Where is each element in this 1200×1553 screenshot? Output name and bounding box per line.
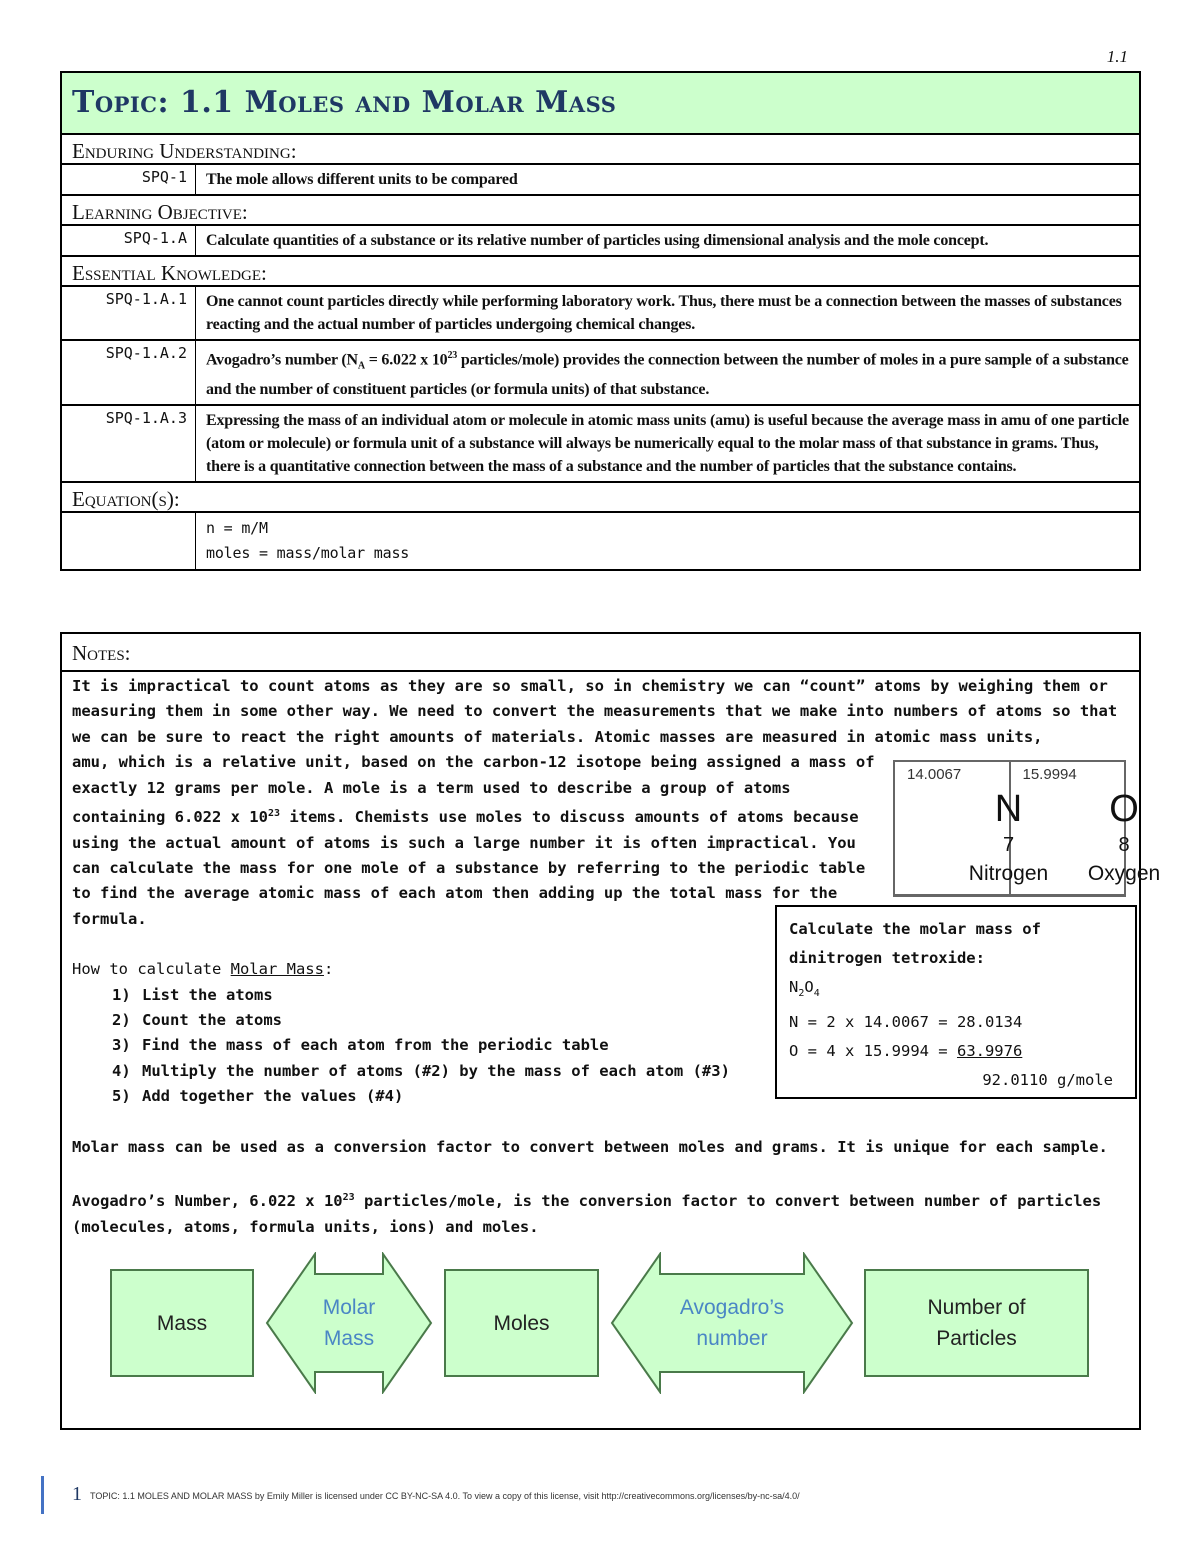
example-total: 92.0110 g/mole	[982, 1071, 1113, 1090]
list-item: 5) Add together the values (#4)	[112, 1087, 404, 1106]
list-item: 2) Count the atoms	[112, 1011, 282, 1030]
license-text: TOPIC: 1.1 MOLES AND MOLAR MASS by Emily Miller is licensed under CC BY-NC-SA 4.0. To view a copy of this license, visit http://creativecommons.org/licenses/by-nc-sa/4.0/	[90, 1491, 800, 1501]
element-cell-nitrogen	[895, 762, 1049, 894]
mass-box: Mass	[110, 1269, 254, 1377]
howto-heading: How to calculate Molar Mass:	[72, 960, 334, 979]
molar-mass-paragraph: Molar mass can be used as a conversion factor to convert between moles and grams. It is unique for each sample.	[72, 1137, 1108, 1156]
topic-title: Topic: 1.1 Moles and Molar Mass	[62, 73, 1139, 135]
avogadro-label: Avogadro’s number	[679, 1296, 785, 1350]
atomic-number: 8	[1118, 834, 1130, 856]
element-symbol: O	[1109, 788, 1139, 830]
molar-mass-example	[775, 905, 1137, 1099]
topic-table	[60, 71, 1141, 571]
knowledge-code: SPQ-1.A.1	[62, 287, 196, 339]
enduring-code: SPQ-1	[62, 165, 196, 194]
objective-text: Calculate quantities of a substance or its relative number of particles using dimensional analysis and the mole concept.	[206, 232, 989, 249]
example-n-calc: N = 2 x 14.0067 = 28.0134	[789, 1013, 1023, 1032]
example-prompt: dinitrogen tetroxide:	[789, 949, 985, 967]
knowledge-row	[62, 406, 1139, 483]
list-item: 4) Multiply the number of atoms (#2) by the mass of each atom (#3)	[112, 1061, 730, 1080]
equations-text	[196, 513, 1139, 569]
atomic-mass: 15.9994	[1022, 766, 1077, 783]
equations-code	[62, 513, 196, 569]
knowledge-text: Expressing the mass of an individual atom or molecule in atomic mass units (amu) is useful because the average mass in amu of one particle (atom or molecule) or formula unit of a substance will always be numerically equal to the molar mass of that substance in grams. Thus, there is a quantitative connection between the mass of a substance and the number of particles that the substance contains.	[206, 411, 1129, 475]
atomic-number: 7	[1002, 834, 1015, 856]
notes-paragraph: It is impractical to count atoms as they are so small, so in chemistry we can “count” atoms by weighing them or measuring them in some other way. We need to convert the measurements that we make into numbers of atoms so that we can be sure to react the right amounts of materials. Atomic masses are measured in atomic mass units,	[72, 677, 1118, 746]
enduring-heading: Enduring Understanding:	[62, 135, 1139, 165]
element-name: Oxygen	[1087, 862, 1161, 885]
molar-mass-label: Molar Mass	[322, 1296, 376, 1350]
periodic-table-snippet	[893, 760, 1161, 897]
example-prompt: Calculate the molar mass of	[789, 920, 1041, 938]
example-formula: $N_2O_4$	[789, 978, 820, 1000]
objective-row	[62, 226, 1139, 257]
objective-code: SPQ-1.A	[62, 226, 196, 255]
footer-accent-bar	[41, 1476, 44, 1514]
footer-page-number: 1	[72, 1483, 82, 1505]
knowledge-text: Avogadro’s number ($N_A = 6.022$ x $10^{23}$ particles/mole) provides the connection between the number of moles in a pure sample of a substance and the number of constituent particles (or formula units) of that substance.	[206, 350, 1129, 398]
equations-row	[62, 513, 1139, 569]
page-number: 1.1	[1106, 47, 1128, 66]
example-o-calc: O = 4 x 15.9994 = 63.9976	[789, 1042, 1023, 1061]
moles-box: Moles	[444, 1269, 599, 1377]
enduring-row	[62, 165, 1139, 196]
knowledge-code: SPQ-1.A.3	[62, 406, 196, 481]
knowledge-code: SPQ-1.A.2	[62, 341, 196, 404]
list-item: 1) List the atoms	[112, 985, 273, 1004]
objective-heading: Learning Objective:	[62, 196, 1139, 226]
knowledge-text: One cannot count particles directly while performing laboratory work. Thus, there must be a connection between the masses of substances reacting and the actual number of particles undergoing chemical changes.	[206, 293, 1122, 333]
knowledge-row	[62, 341, 1139, 406]
notes-paragraph: amu, which is a relative unit, based on the carbon-12 isotope being assigned a mass of exactly 12 grams per mole. A mole is a term used to describe a group of atoms containing 6.022 x $10^{23}$ items. Chemists use moles to discuss amounts of atoms because using the actual amount of atoms is such a large number it is often impractical. You can calculate the mass for one mole of a substance by referring to the periodic table to find the average atomic mass of each atom then adding up the total mass for the formula.	[72, 753, 875, 928]
element-name: Nitrogen	[968, 862, 1049, 885]
equations-heading: Equation(s):	[62, 483, 1139, 513]
equation: n = m/M	[206, 518, 268, 537]
knowledge-row	[62, 287, 1139, 341]
element-cell-oxygen	[1011, 762, 1161, 894]
element-symbol: N	[994, 788, 1023, 830]
notes-heading: Notes:	[62, 634, 1139, 672]
list-item: 3) Find the mass of each atom from the periodic table	[112, 1036, 609, 1055]
equation: moles = mass/molar mass	[206, 543, 410, 562]
knowledge-heading: Essential Knowledge:	[62, 257, 1139, 287]
particles-box: Number of Particles	[864, 1269, 1089, 1377]
enduring-text: The mole allows different units to be compared	[206, 171, 518, 188]
avogadro-paragraph: Avogadro’s Number, 6.022 x $10^{23}$ particles/mole, is the conversion factor to convert between number of particles (molecules, atoms, formula units, ions) and moles.	[72, 1192, 1102, 1236]
atomic-mass: 14.0067	[907, 766, 962, 783]
